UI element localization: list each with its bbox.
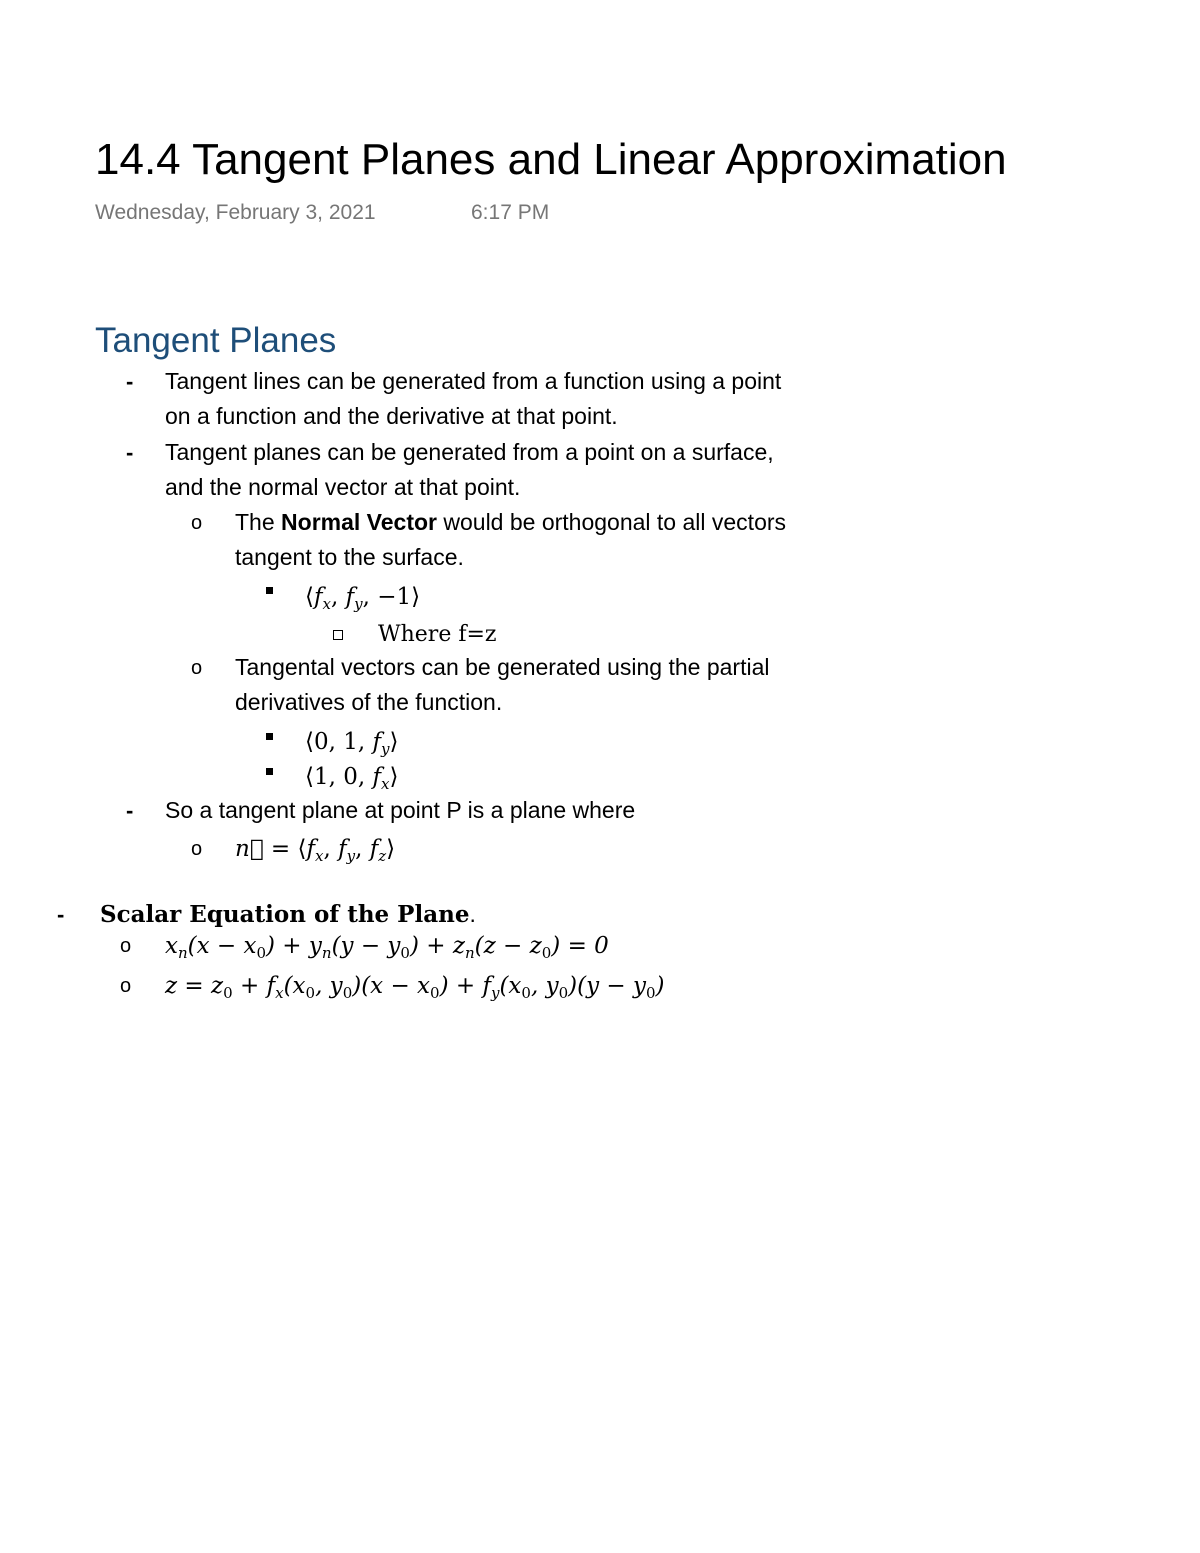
bullet-text: Tangent planes can be generated from a point on a surface, <box>165 439 774 465</box>
page-meta <box>95 199 550 227</box>
page-title: 14.4 Tangent Planes and Linear Approximation <box>95 135 1007 184</box>
sub-bullet-text: The Normal Vector would be orthogonal to all vectors <box>235 509 787 535</box>
square-bullet-marker <box>266 761 273 781</box>
sub-bullet-text: Tangental vectors can be generated using the partial <box>235 654 770 680</box>
section-heading: Tangent Planes <box>95 321 337 360</box>
bullet-text: and the normal vector at that point. <box>165 474 521 500</box>
circle-bullet-marker: o <box>120 935 132 957</box>
circle-bullet-marker: o <box>120 975 132 997</box>
normal-vector-equation: n⃗ = $⟨f_x$, $f_y$, $f_z⟩$ <box>235 836 396 865</box>
bullet-text: Tangent lines can be generated from a function using a point <box>165 368 782 394</box>
bullet-text: So a tangent plane at point P is a plane where <box>165 797 636 823</box>
tangent-vector-x: ⟨1, 0, $f_x⟩$ <box>305 764 399 793</box>
dash-bullet-marker: - <box>126 798 134 823</box>
where-note: Where f=z <box>378 622 497 647</box>
square-bullet-marker <box>266 580 273 600</box>
circle-bullet-marker: o <box>191 657 203 679</box>
square-bullet-marker <box>266 726 273 746</box>
dash-bullet-marker: - <box>126 440 134 465</box>
scalar-equation-1: $x_n(x - x_0) + y_n(y - y_0) + z_n(z - z_0) = 0$ <box>165 933 609 962</box>
scalar-equation-heading: Scalar Equation of the Plane. <box>100 901 476 928</box>
normal-vector-term: Normal Vector <box>281 509 437 535</box>
bullet-text: on a function and the derivative at that point. <box>165 403 618 429</box>
normal-vector-formula: $⟨f_x$, $f_y$, −1⟩ <box>305 584 421 613</box>
circle-bullet-marker: o <box>191 512 203 534</box>
sub-bullet-text: derivatives of the function. <box>235 689 503 715</box>
dash-bullet-marker: - <box>57 902 65 927</box>
dash-bullet-marker: - <box>126 369 134 394</box>
scalar-equation-2: $z = z_0 + f_x(x_0$, $y_0)(x - x_0) + f_y(x_0$, $y_0)(y - y_0)$ <box>165 973 665 1002</box>
hollow-square-bullet-marker <box>333 626 343 646</box>
page-date: Wednesday, February 3, 2021 <box>95 201 376 224</box>
sub-bullet-text: tangent to the surface. <box>235 544 464 570</box>
circle-bullet-marker: o <box>191 838 203 860</box>
tangent-vector-y: ⟨0, 1, $f_y⟩$ <box>305 729 399 758</box>
page-time: 6:17 PM <box>471 201 550 224</box>
